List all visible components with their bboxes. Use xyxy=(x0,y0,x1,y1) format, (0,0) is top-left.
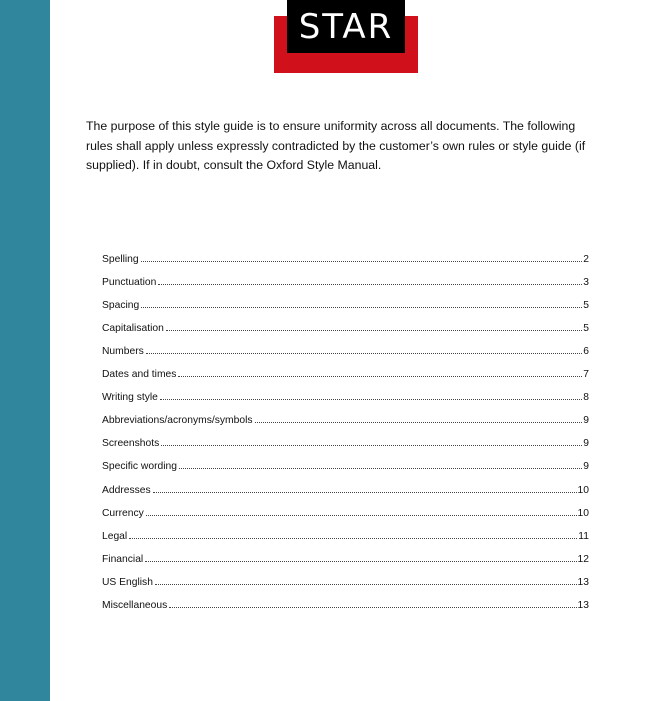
toc-entry-page: 13 xyxy=(577,599,589,611)
toc-entry-title: Spelling xyxy=(102,254,139,266)
toc-entry-page: 7 xyxy=(583,369,589,381)
toc-entry-title: Capitalisation xyxy=(102,323,164,335)
toc-entry-page: 9 xyxy=(583,438,589,450)
toc-entry-page: 9 xyxy=(583,461,589,473)
toc-dot-leader xyxy=(141,307,582,308)
toc-entry[interactable] xyxy=(102,357,589,380)
toc-entry-page: 13 xyxy=(577,576,589,588)
toc-entry-title: Writing style xyxy=(102,392,158,404)
toc-entry[interactable] xyxy=(102,265,589,288)
star-logo xyxy=(274,0,418,73)
sidebar-color-band xyxy=(0,0,50,701)
toc-entry[interactable] xyxy=(102,449,589,472)
toc-entry-page: 11 xyxy=(578,530,589,542)
toc-entry-page: 3 xyxy=(583,277,589,289)
toc-entry[interactable] xyxy=(102,565,589,588)
table-of-contents xyxy=(102,242,589,611)
toc-entry-page: 5 xyxy=(583,300,589,312)
toc-dot-leader xyxy=(146,353,582,354)
toc-dot-leader xyxy=(129,538,577,539)
toc-dot-leader xyxy=(166,330,582,331)
intro-paragraph: The purpose of this style guide is to ensure uniformity across all documents. The following rules shall apply unless expressly contradicted by the customer’s own rules or style guide (if supplied). If in doubt, consult the Oxford Style Manual. xyxy=(86,119,586,172)
toc-entry-title: Spacing xyxy=(102,300,140,312)
toc-entry-page: 2 xyxy=(583,254,589,266)
toc-entry[interactable] xyxy=(102,288,589,311)
toc-entry-title: Legal xyxy=(102,530,128,542)
toc-entry-page: 12 xyxy=(577,553,589,565)
toc-dot-leader xyxy=(141,261,583,262)
toc-dot-leader xyxy=(153,492,577,493)
toc-entry-title: Punctuation xyxy=(102,277,157,289)
toc-entry-title: Currency xyxy=(102,507,144,519)
toc-entry-page: 10 xyxy=(577,484,589,496)
toc-entry-page: 6 xyxy=(583,346,589,358)
toc-entry[interactable] xyxy=(102,242,589,265)
toc-entry[interactable] xyxy=(102,403,589,426)
toc-entry-page: 9 xyxy=(583,415,589,427)
toc-dot-leader xyxy=(169,607,576,608)
toc-dot-leader xyxy=(158,284,582,285)
toc-entry[interactable] xyxy=(102,380,589,403)
toc-entry-title: Addresses xyxy=(102,484,151,496)
toc-entry[interactable] xyxy=(102,519,589,542)
toc-dot-leader xyxy=(178,376,582,377)
toc-entry[interactable] xyxy=(102,588,589,611)
toc-entry-title: Abbreviations/acronyms/symbols xyxy=(102,415,253,427)
toc-dot-leader xyxy=(255,422,583,423)
toc-dot-leader xyxy=(146,515,577,516)
toc-dot-leader xyxy=(179,468,582,469)
toc-entry-title: Screenshots xyxy=(102,438,160,450)
toc-entry-page: 5 xyxy=(583,323,589,335)
toc-entry-title: Miscellaneous xyxy=(102,599,168,611)
toc-entry[interactable] xyxy=(102,426,589,449)
toc-entry[interactable] xyxy=(102,472,589,495)
toc-entry[interactable] xyxy=(102,334,589,357)
toc-entry[interactable] xyxy=(102,542,589,565)
toc-dot-leader xyxy=(161,445,582,446)
toc-dot-leader xyxy=(155,584,577,585)
toc-dot-leader xyxy=(145,561,576,562)
toc-entry[interactable] xyxy=(102,311,589,334)
toc-entry-title: Specific wording xyxy=(102,461,177,473)
toc-dot-leader xyxy=(160,399,582,400)
toc-entry-title: Numbers xyxy=(102,346,144,358)
toc-entry-page: 8 xyxy=(583,392,589,404)
logo-black-block xyxy=(287,0,405,53)
toc-entry-title: US English xyxy=(102,576,153,588)
toc-entry-title: Financial xyxy=(102,553,144,565)
toc-entry[interactable] xyxy=(102,496,589,519)
logo-text: STAR xyxy=(298,7,394,47)
toc-entry-page: 10 xyxy=(577,507,589,519)
toc-entry-title: Dates and times xyxy=(102,369,177,381)
